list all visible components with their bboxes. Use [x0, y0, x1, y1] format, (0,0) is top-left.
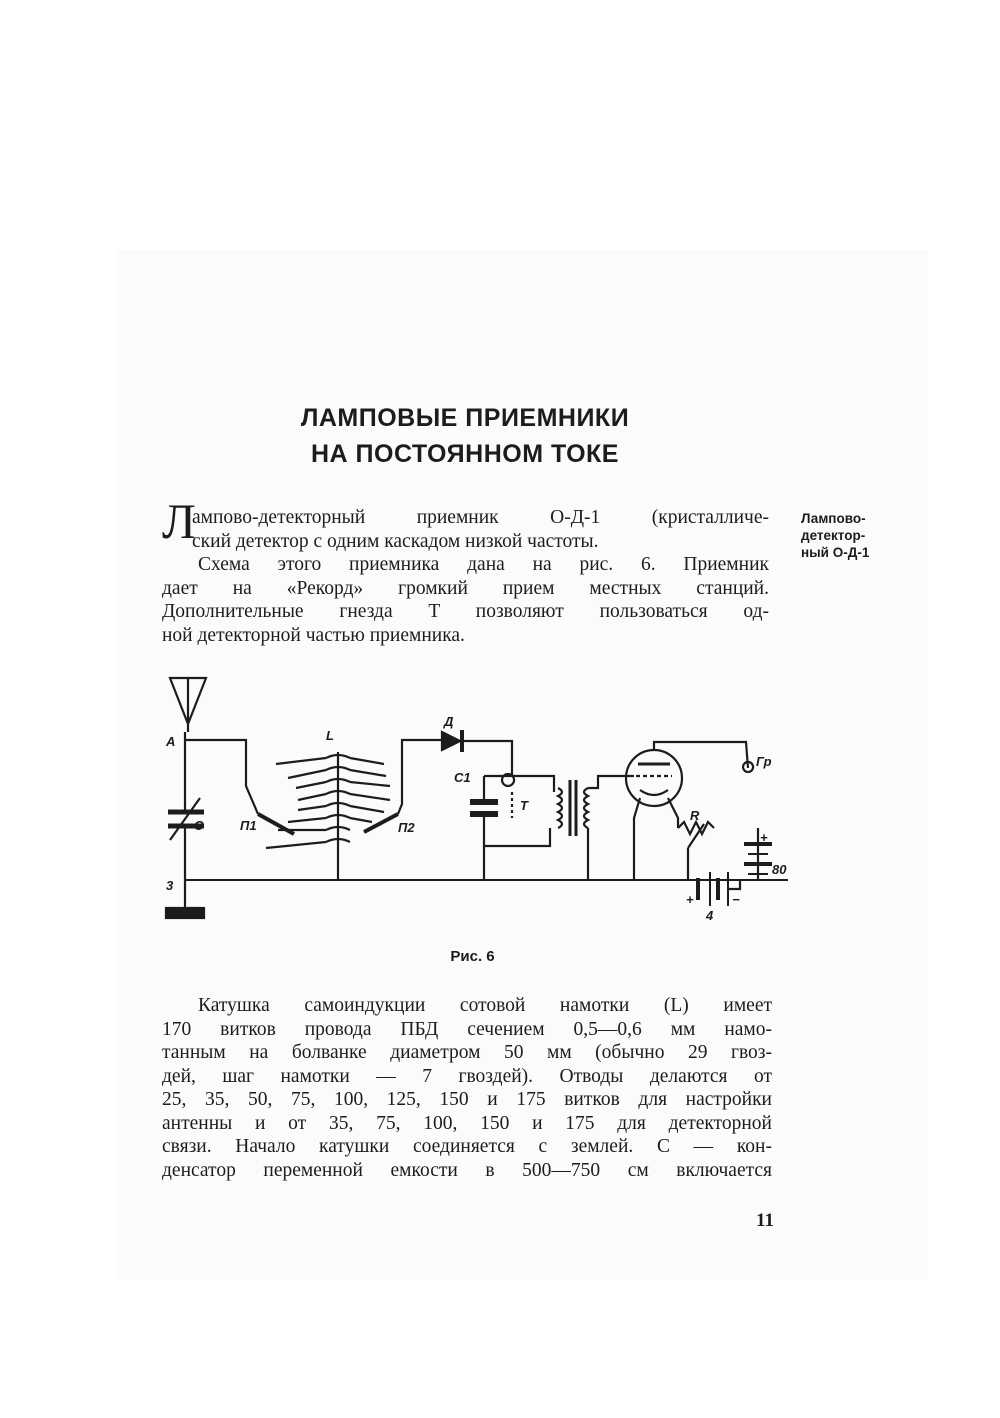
tube-filament	[640, 790, 668, 795]
main-line: Катушка самоиндукции сотовой намотки (L) имеет	[198, 995, 772, 1016]
label-battery-80: 80	[772, 862, 787, 877]
main-line: танным на болванке диаметром 50 мм (обычно 29 гвоз-	[162, 1042, 772, 1063]
wire-t-lower	[484, 828, 550, 846]
chapter-heading	[0, 400, 930, 472]
label-a: A	[166, 734, 176, 749]
intro-paragraph	[162, 506, 769, 647]
label-l: L	[326, 728, 334, 743]
label-p2: П2	[398, 820, 415, 835]
figure-caption: Рис. 6	[450, 948, 495, 965]
label-plus-4: +	[686, 892, 694, 907]
intro-line: ампово-детекторный приемник О-Д-1 (кристалличе-	[192, 507, 769, 528]
transformer-primary	[558, 788, 562, 828]
label-minus-4: −	[732, 892, 740, 907]
transformer-secondary	[584, 788, 588, 828]
main-line: денсатор переменной емкости в 500—750 см включается	[162, 1159, 772, 1181]
page-number: 11	[756, 1210, 774, 1231]
intro-line: ский детектор с одним каскадом низкой частоты.	[192, 530, 599, 552]
main-paragraph	[162, 994, 772, 1182]
label-battery-4: 4	[706, 908, 714, 923]
label-ground: 3	[166, 878, 174, 893]
heading-line-1: ЛАМПОВЫЕ ПРИЕМНИКИ	[300, 404, 630, 432]
rheostat-arrow	[688, 824, 704, 848]
main-line: дей, шаг намотки — 7 гвоздей). Отводы делаются от	[162, 1065, 772, 1087]
main-line: 25, 35, 50, 75, 100, 125, 150 и 175 витков для настройки	[162, 1089, 772, 1110]
phones-jack-wire	[484, 776, 554, 792]
label-output: Гр	[756, 754, 772, 769]
margin-note-line: Лампово-	[801, 511, 866, 526]
drop-cap: Л	[162, 493, 196, 549]
wire-filament-right	[668, 798, 678, 828]
label-plus: +	[760, 830, 768, 845]
margin-note-line: детектор-	[801, 528, 866, 543]
intro-line: Схема этого приемника дана на рис. 6. Приемник	[198, 554, 769, 575]
main-line: антенны и от 35, 75, 100, 150 и 175 для детекторной	[162, 1112, 772, 1134]
rheostat	[678, 822, 714, 834]
circuit-schematic	[158, 668, 798, 938]
heading-line-2: НА ПОСТОЯННОМ ТОКЕ	[311, 440, 619, 468]
intro-line: дает на «Рекорд» громкий прием местных станций.	[162, 577, 769, 599]
switch-p2-arm	[364, 814, 398, 832]
coil-taps-right	[350, 758, 390, 822]
label-t: T	[520, 798, 528, 813]
main-line: связи. Начало катушки соединяется с землей. C — кон-	[162, 1136, 772, 1157]
wire-battery4-right	[728, 880, 740, 889]
label-c1: C1	[454, 770, 471, 785]
ground-symbol	[166, 908, 204, 918]
margin-note-line: ный О-Д-1	[801, 545, 870, 560]
intro-line: ной детекторной частью приемника.	[162, 624, 465, 646]
margin-note	[801, 510, 911, 561]
label-r: R	[690, 808, 700, 823]
label-c: C	[194, 818, 204, 833]
label-d: Д	[444, 714, 454, 729]
detector-diode	[442, 732, 460, 750]
coil-taps-left	[266, 758, 326, 848]
intro-line: Дополнительные гнезда T позволяют пользоваться од-	[162, 601, 769, 622]
vacuum-tube	[626, 750, 682, 806]
wire-p2-detector	[398, 740, 442, 814]
wire-filament-rheostat	[634, 798, 640, 880]
label-p1: П1	[240, 818, 257, 833]
circuit-diagram	[158, 668, 798, 938]
switch-p1-arm	[258, 814, 294, 834]
main-line: 170 витков провода ПБД сечением 0,5—0,6 мм намо-	[162, 1018, 772, 1040]
